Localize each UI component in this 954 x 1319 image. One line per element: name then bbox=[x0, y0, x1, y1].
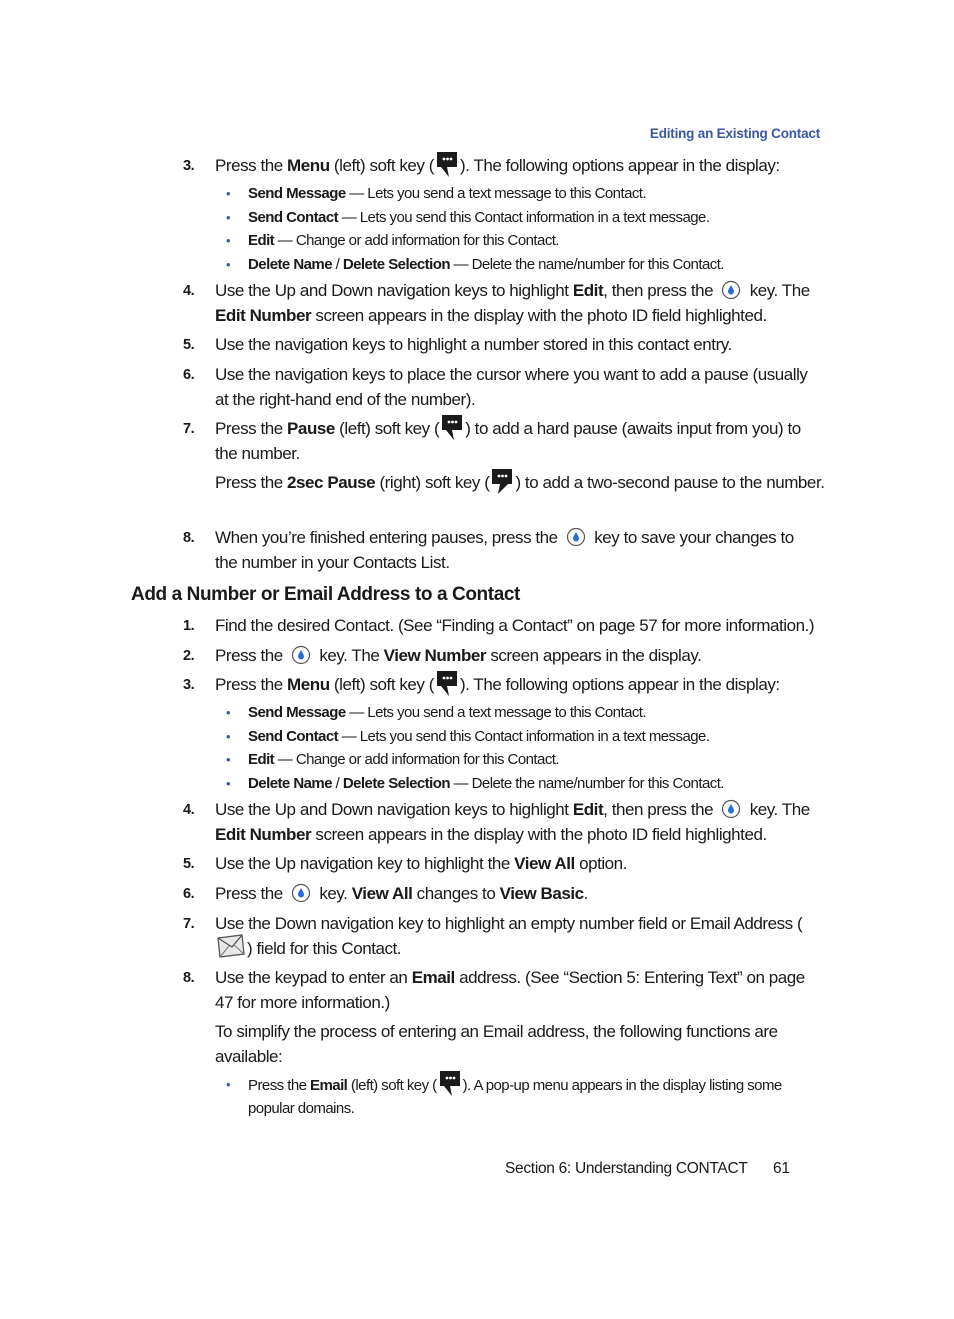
step-text: Press the Pause (left) soft key ( ) to add a hard pause (awaits input from you) to the number. bbox=[215, 417, 820, 466]
left-soft-key-icon bbox=[438, 1068, 462, 1098]
step-text: Use the keypad to enter an Email address. (See “Section 5: Entering Text” on page 47 for more information.) bbox=[215, 968, 805, 1012]
left-soft-key-icon bbox=[435, 149, 459, 179]
step-text: Find the desired Contact. (See “Finding a Contact” on page 57 for more information.) bbox=[215, 616, 815, 635]
step-text: Use the Up navigation key to highlight the View All option. bbox=[215, 854, 627, 873]
left-soft-key-icon bbox=[435, 668, 459, 698]
bullet-icon: • bbox=[226, 1077, 231, 1092]
bullet-icon: • bbox=[226, 705, 231, 720]
step-text: Use the navigation keys to highlight a number stored in this contact entry. bbox=[215, 335, 732, 354]
step-number: 4. bbox=[183, 283, 195, 299]
step-text: Press the Menu (left) soft key ( ). The following options appear in the display: bbox=[215, 154, 820, 179]
step-number: 4. bbox=[183, 802, 195, 818]
bullet-icon: • bbox=[226, 233, 231, 248]
step-number: 5. bbox=[183, 856, 195, 872]
step-number: 3. bbox=[183, 677, 195, 693]
bullet-icon: • bbox=[226, 257, 231, 272]
step-number: 8. bbox=[183, 970, 195, 986]
step-number: 7. bbox=[183, 421, 195, 437]
ok-key-icon bbox=[291, 883, 311, 903]
step-number: 2. bbox=[183, 648, 195, 664]
step-number: 6. bbox=[183, 367, 195, 383]
bullet-icon: • bbox=[226, 210, 231, 225]
email-envelope-icon bbox=[215, 932, 247, 960]
step-number: 8. bbox=[183, 530, 195, 546]
right-soft-key-icon bbox=[490, 466, 514, 496]
step-text: Press the key. View All changes to View Basic. bbox=[215, 884, 588, 903]
bullet-icon: • bbox=[226, 186, 231, 201]
step-number: 5. bbox=[183, 337, 195, 353]
step-number: 6. bbox=[183, 886, 195, 902]
step-8-note: To simplify the process of entering an Email address, the following functions are available: bbox=[215, 1022, 778, 1066]
section-heading: Add a Number or Email Address to a Contact bbox=[131, 584, 520, 605]
bullet-icon: • bbox=[226, 729, 231, 744]
step-text: Use the Up and Down navigation keys to highlight Edit, then press the key. The Edit Number screen appears in the display with the photo ID field highlighted. bbox=[215, 800, 810, 844]
step-text: When you’re finished entering pauses, press the key to save your changes to the number in your Contacts List. bbox=[215, 528, 794, 572]
ok-key-icon bbox=[566, 527, 586, 547]
step-text: Use the Up and Down navigation keys to highlight Edit, then press the key. The Edit Number screen appears in the display with the photo ID field highlighted. bbox=[215, 281, 810, 325]
running-header: Editing an Existing Contact bbox=[649, 126, 820, 141]
step-text: Press the key. The View Number screen appears in the display. bbox=[215, 646, 702, 665]
ok-key-icon bbox=[721, 799, 741, 819]
step-number: 7. bbox=[183, 916, 195, 932]
left-soft-key-icon bbox=[440, 412, 464, 442]
bullet-icon: • bbox=[226, 752, 231, 767]
step-number: 1. bbox=[183, 618, 195, 634]
step-number: 3. bbox=[183, 158, 195, 174]
page-number: 61 bbox=[773, 1160, 790, 1177]
step-7-note: Press the 2sec Pause (right) soft key ( ) to add a two-second pause to the number. bbox=[215, 471, 825, 496]
ok-key-icon bbox=[291, 645, 311, 665]
ok-key-icon bbox=[721, 280, 741, 300]
step-text: Use the navigation keys to place the cursor where you want to add a pause (usually at the right-hand end of the number). bbox=[215, 365, 808, 409]
footer-section-title: Section 6: Understanding CONTACT bbox=[505, 1160, 748, 1177]
step-text: Use the Down navigation key to highlight an empty number field or Email Address () field for this Contact. bbox=[215, 912, 820, 961]
bullet-icon: • bbox=[226, 776, 231, 791]
step-text: Press the Menu (left) soft key ( ). The following options appear in the display: bbox=[215, 673, 820, 698]
